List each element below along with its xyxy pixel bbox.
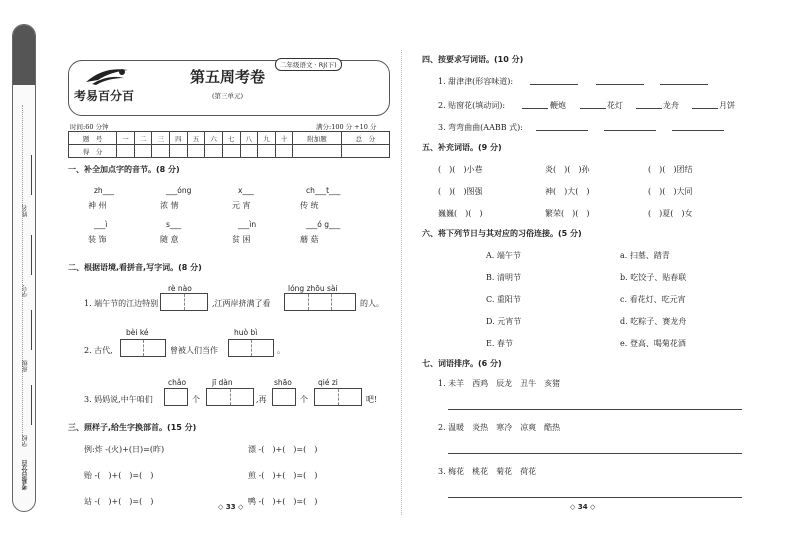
class-field[interactable]: 班级 — [15, 340, 35, 392]
score-header-cell: 七 — [222, 132, 240, 145]
pinyin-3d: qié zi — [318, 378, 338, 387]
strip-top — [13, 25, 35, 85]
pinyin-3b: jī dàn — [212, 378, 233, 387]
pinyin-1a: rè nào — [168, 284, 192, 293]
q4-3: 3. 弯弯曲曲(AABB 式): — [438, 123, 523, 132]
syllable-blank[interactable]: ___ìn — [238, 220, 257, 229]
word: 装 饰 — [88, 235, 107, 244]
score-cell[interactable] — [222, 145, 240, 158]
page-number-left: ◇ 33 ◇ — [218, 503, 244, 511]
student-id-field[interactable]: 学号 — [15, 265, 35, 317]
syllable-blank[interactable]: zh___ — [94, 186, 114, 195]
syllable-blank[interactable]: ___óng — [166, 186, 192, 195]
syllable-blank[interactable]: ___ó g___ — [306, 220, 341, 229]
q2-3b: 个 — [192, 395, 200, 404]
syllable-blank[interactable]: x___ — [238, 186, 254, 195]
radical-item[interactable]: 贻 -( )+( )=( ) — [84, 471, 154, 480]
q4-2c: 花灯 — [607, 101, 623, 110]
score-cell[interactable] — [170, 145, 188, 158]
pinyin-2a: bèi ké — [126, 328, 149, 337]
answer-box[interactable] — [272, 388, 296, 406]
section-6-title: 六、将下列节日与其对应的习俗连接。(5 分) — [422, 229, 582, 238]
score-cell[interactable] — [293, 145, 341, 158]
score-header-cell: 附加题 — [293, 132, 341, 145]
score-header-cell: 九 — [258, 132, 276, 145]
festival-item[interactable]: B. 清明节 — [486, 273, 521, 282]
answer-line[interactable] — [660, 75, 708, 85]
score-header-cell: 二 — [134, 132, 152, 145]
section-5-title: 五、补充词语。(9 分) — [422, 143, 502, 152]
strip-brand: 考易百分百 — [21, 460, 29, 490]
custom-item[interactable]: c. 看花灯、吃元宵 — [620, 295, 686, 304]
answer-box[interactable] — [314, 388, 362, 406]
word: 贫 困 — [232, 235, 251, 244]
q2-1b: ,江两岸挤满了看 — [212, 299, 271, 308]
answer-line[interactable] — [448, 488, 742, 498]
score-cell[interactable] — [240, 145, 258, 158]
radical-item[interactable]: 站 -( )+( )=( ) — [84, 497, 154, 506]
score-table — [68, 131, 390, 158]
score-table-score-row — [69, 145, 390, 158]
q2-3d: 个 — [300, 395, 308, 404]
score-row-label: 得 分 — [69, 145, 117, 158]
festival-item[interactable]: C. 重阳节 — [486, 295, 521, 304]
syllable-blank[interactable]: ch___t___ — [306, 186, 341, 195]
score-cell[interactable] — [275, 145, 293, 158]
score-header-cell: 四 — [170, 132, 188, 145]
answer-line[interactable] — [604, 121, 656, 131]
score-cell[interactable] — [117, 145, 135, 158]
page-divider — [401, 50, 402, 515]
syllable-blank[interactable]: ___ì — [94, 220, 108, 229]
ordering-question: 3. 梅花 桃花 菊花 荷花 — [438, 467, 537, 476]
score-table-header-row — [69, 132, 390, 145]
word: 随 意 — [160, 235, 179, 244]
school-field[interactable]: 学校 — [15, 415, 35, 467]
answer-line[interactable] — [580, 99, 606, 109]
idiom-item[interactable]: ( )( )大同 — [648, 187, 693, 196]
score-cell[interactable] — [187, 145, 205, 158]
custom-item[interactable]: d. 吃粽子、赛龙舟 — [620, 317, 687, 326]
q2-2c: 。 — [277, 346, 285, 355]
pinyin-3a: chǎo — [168, 378, 187, 387]
radical-item[interactable]: 例:炸 -(火)+(日)=(昨) — [84, 445, 165, 454]
q2-3e: 吧! — [366, 395, 378, 404]
answer-box[interactable] — [164, 388, 188, 406]
festival-item[interactable]: A. 端午节 — [486, 251, 521, 260]
q2-2b: 曾被人们当作 — [170, 346, 218, 355]
q2-3a: 3. 妈妈说,中午咱们 — [84, 395, 153, 404]
header-logo: 考易百分百 — [74, 89, 135, 103]
q4-2b: 鞭炮 — [550, 101, 566, 110]
word: 传 统 — [300, 201, 319, 210]
answer-box[interactable] — [160, 293, 208, 311]
q4-1: 1. 甜津津(形容味道): — [438, 77, 514, 86]
score-cell[interactable] — [258, 145, 276, 158]
radical-item[interactable]: 鸭 -( )+( )=( ) — [248, 497, 318, 506]
binding-strip — [12, 24, 36, 512]
answer-line[interactable] — [596, 75, 644, 85]
q4-2d: 龙舟 — [663, 101, 679, 110]
idiom-item[interactable]: 繁荣( )( ) — [545, 209, 590, 218]
pinyin-2b: huò bì — [234, 328, 258, 337]
word: 元 宵 — [232, 201, 251, 210]
score-cell[interactable] — [341, 145, 389, 158]
score-header-cell: 六 — [205, 132, 223, 145]
answer-box[interactable] — [120, 339, 166, 357]
radical-item[interactable]: 漂 -( )+( )=( ) — [248, 445, 318, 454]
answer-line[interactable] — [692, 99, 718, 109]
idiom-item[interactable]: ( )夏( )女 — [648, 209, 693, 218]
custom-item[interactable]: b. 吃饺子、贴春联 — [620, 273, 687, 282]
word: 浓 情 — [160, 201, 179, 210]
answer-box[interactable] — [228, 339, 274, 357]
section-4-title: 四、按要求写词语。(10 分) — [422, 55, 524, 64]
answer-line[interactable] — [530, 75, 578, 85]
idiom-item[interactable]: ( )( )小巷 — [438, 165, 483, 174]
page-title: 第五周考卷 — [190, 68, 266, 86]
answer-box[interactable] — [284, 293, 356, 311]
idiom-item[interactable]: ( )( )图强 — [438, 187, 483, 196]
q2-2a: 2. 古代, — [84, 346, 113, 355]
idiom-item[interactable]: ( )( )团结 — [648, 165, 693, 174]
syllable-blank[interactable]: s___ — [166, 220, 182, 229]
pinyin-1b: lóng zhōu sài — [288, 284, 338, 293]
answer-line[interactable] — [448, 444, 742, 454]
time-limit: 时间:60 分钟 — [70, 123, 109, 131]
word: 神 州 — [88, 201, 107, 210]
section-2-title: 二、根据语境,看拼音,写字词。(8 分) — [68, 263, 202, 272]
idiom-item[interactable]: 巍巍( )( ) — [438, 209, 483, 218]
score-header-label: 题 号 — [69, 132, 117, 145]
score-header-cell: 八 — [240, 132, 258, 145]
answer-line[interactable] — [522, 99, 548, 109]
rabbit-logo-icon — [84, 64, 130, 86]
word: 蘑 菇 — [300, 235, 319, 244]
ordering-question: 2. 温暖 炎热 寒冷 凉爽 酷热 — [438, 423, 561, 432]
q2-1c: 的人。 — [360, 299, 384, 308]
grade-badge: 二年级语文 · RJ(下) — [275, 58, 342, 71]
radical-item[interactable]: 煎 -( )+( )=( ) — [248, 471, 318, 480]
page-subtitle: (第三单元) — [212, 92, 244, 100]
answer-line[interactable] — [448, 400, 742, 410]
score-header-cell: 三 — [152, 132, 170, 145]
score-header-cell: 一 — [117, 132, 135, 145]
score-cell[interactable] — [152, 145, 170, 158]
score-header-cell: 总 分 — [341, 132, 389, 145]
q4-2a: 2. 贴窗花(填动词): — [438, 101, 506, 110]
section-3-title: 三、照样子,给生字换部首。(15 分) — [68, 423, 197, 432]
page-number-right: ◇ 34 ◇ — [570, 503, 596, 511]
ordering-question: 1. 未羊 西鸡 辰龙 丑牛 亥猪 — [438, 379, 561, 388]
score-header-cell: 五 — [187, 132, 205, 145]
q2-3c: ,再 — [256, 395, 267, 404]
pinyin-3c: shāo — [274, 378, 292, 387]
answer-line[interactable] — [536, 121, 588, 131]
answer-line[interactable] — [636, 99, 662, 109]
idiom-item[interactable]: 炎( )( )孙 — [545, 165, 590, 174]
name-field[interactable]: 姓名 — [15, 185, 35, 237]
answer-box[interactable] — [206, 388, 254, 406]
score-cell[interactable] — [205, 145, 223, 158]
full-score: 满分:100 分 +10 分 — [316, 123, 377, 131]
custom-item[interactable]: e. 登高、喝菊花酒 — [620, 339, 686, 348]
answer-line[interactable] — [672, 121, 724, 131]
q2-1a: 1. 端午节的江边特别 — [84, 299, 159, 308]
custom-item[interactable]: a. 扫墓、踏青 — [620, 251, 670, 260]
score-cell[interactable] — [134, 145, 152, 158]
idiom-item[interactable]: 神( )大( ) — [545, 187, 590, 196]
q4-2e: 月饼 — [719, 101, 735, 110]
section-1-title: 一、补全加点字的音节。(8 分) — [68, 165, 180, 174]
section-7-title: 七、词语排序。(6 分) — [422, 359, 502, 368]
score-header-cell: 十 — [275, 132, 293, 145]
festival-item[interactable]: D. 元宵节 — [486, 317, 522, 326]
festival-item[interactable]: E. 春节 — [486, 339, 513, 348]
